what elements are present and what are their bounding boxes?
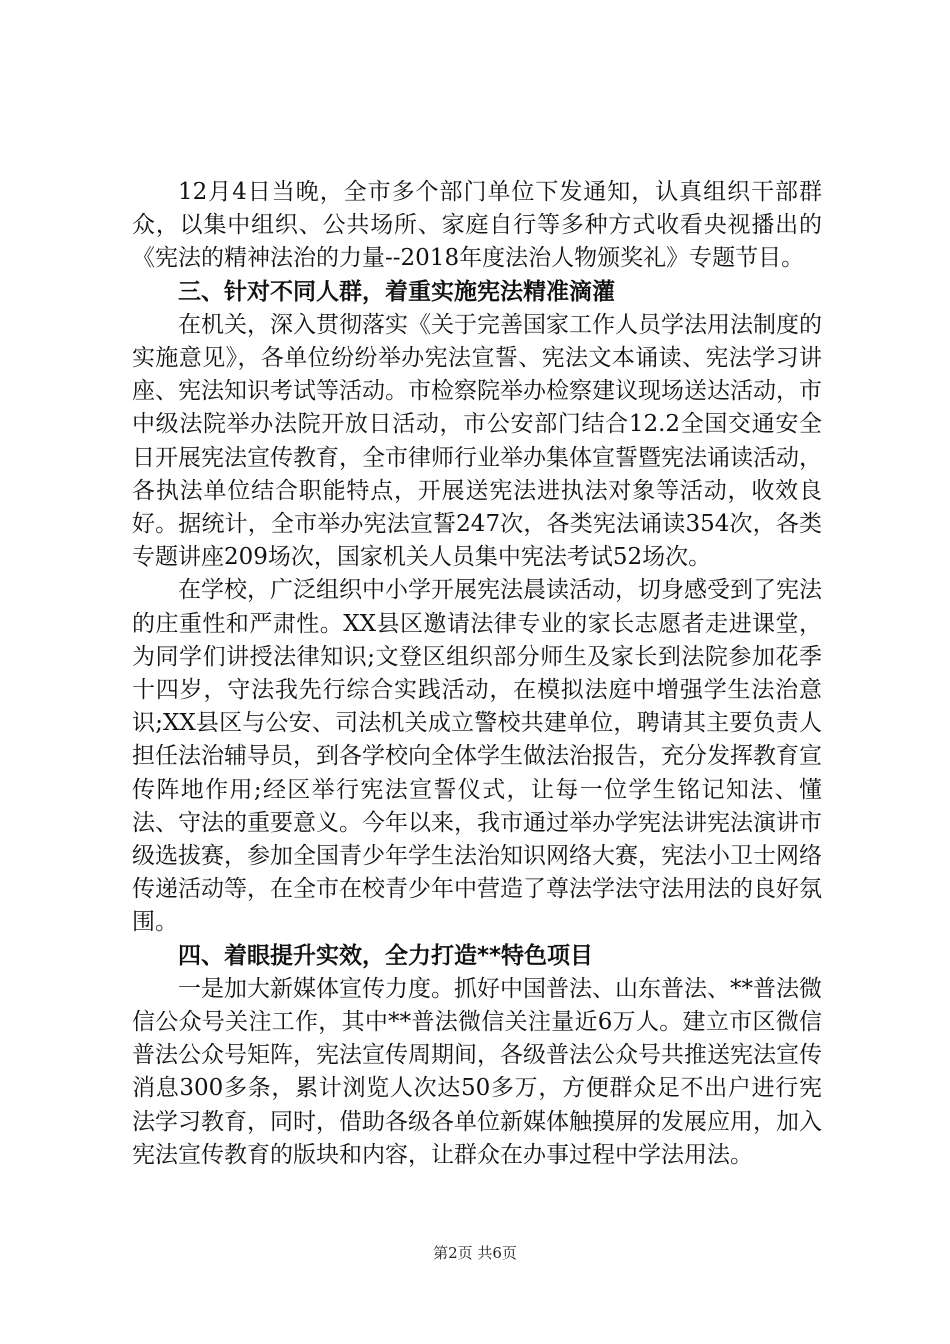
paragraph-government-agencies: 在机关，深入贯彻落实《关于完善国家工作人员学法用法制度的实施意见》，各单位纷纷举办宪法宣誓、宪法文本诵读、宪法学习讲座、宪法知识考试等活动。市检察院举办检察建议现场送达活动，市中级法院举办法院开放日活动，市公安部门结合12.2全国交通安全日开展宪法宣传教育，全市律师行业举办集体宣誓暨宪法诵读活动，各执法单位结合职能特点，开展送宪法进执法对象等活动，收效良好。据统计，全市举办宪法宣誓247次，各类宪法诵读354次，各类专题讲座209场次，国家机关人员集中宪法考试52场次。 (132, 311, 822, 571)
page-number-footer: 第2页 共6页 (433, 1244, 517, 1262)
document-body (132, 176, 822, 1172)
paragraph-new-media: 一是加大新媒体宣传力度。抓好中国普法、山东普法、**普法微信公众号关注工作，其中**普法微信关注量近6万人。建立市区微信普法公众号矩阵，宪法宣传周期间，各级普法公众号共推送宪法宣传消息300多条，累计浏览人次达50多万，方便群众足不出户进行宪法学习教育，同时，借助各级各单位新媒体触摸屏的发展应用，加入宪法宣传教育的版块和内容，让群众在办事过程中学法用法。 (132, 975, 822, 1168)
section-heading-four: 四、着眼提升实效，全力打造**特色项目 (178, 942, 594, 969)
paragraph-schools: 在学校，广泛组织中小学开展宪法晨读活动，切身感受到了宪法的庄重性和严肃性。XX县区邀请法律专业的家长志愿者走进课堂，为同学们讲授法律知识;文登区组织部分师生及家长到法院参加花季十四岁，守法我先行综合实践活动，在模拟法庭中增强学生法治意识;XX县区与公安、司法机关成立警校共建单位，聘请其主要负责人担任法治辅导员，到各学校向全体学生做法治报告，充分发挥教育宣传阵地作用;经区举行宪法宣誓仪式，让每一位学生铭记知法、懂法、守法的重要意义。今年以来，我市通过举办学宪法讲宪法演讲市级选拔赛，参加全国青少年学生法治知识网络大赛，宪法小卫士网络传递活动等，在全市在校青少年中营造了尊法学法守法用法的良好氛围。 (132, 577, 822, 936)
paragraph-broadcast-viewing: 12月4日当晚，全市多个部门单位下发通知，认真组织干部群众，以集中组织、公共场所、家庭自行等多种方式收看央视播出的《宪法的精神法治的力量--2018年度法治人物颁奖礼》专题节目。 (132, 179, 822, 272)
section-heading-three: 三、针对不同人群，着重实施宪法精准滴灌 (178, 278, 615, 305)
